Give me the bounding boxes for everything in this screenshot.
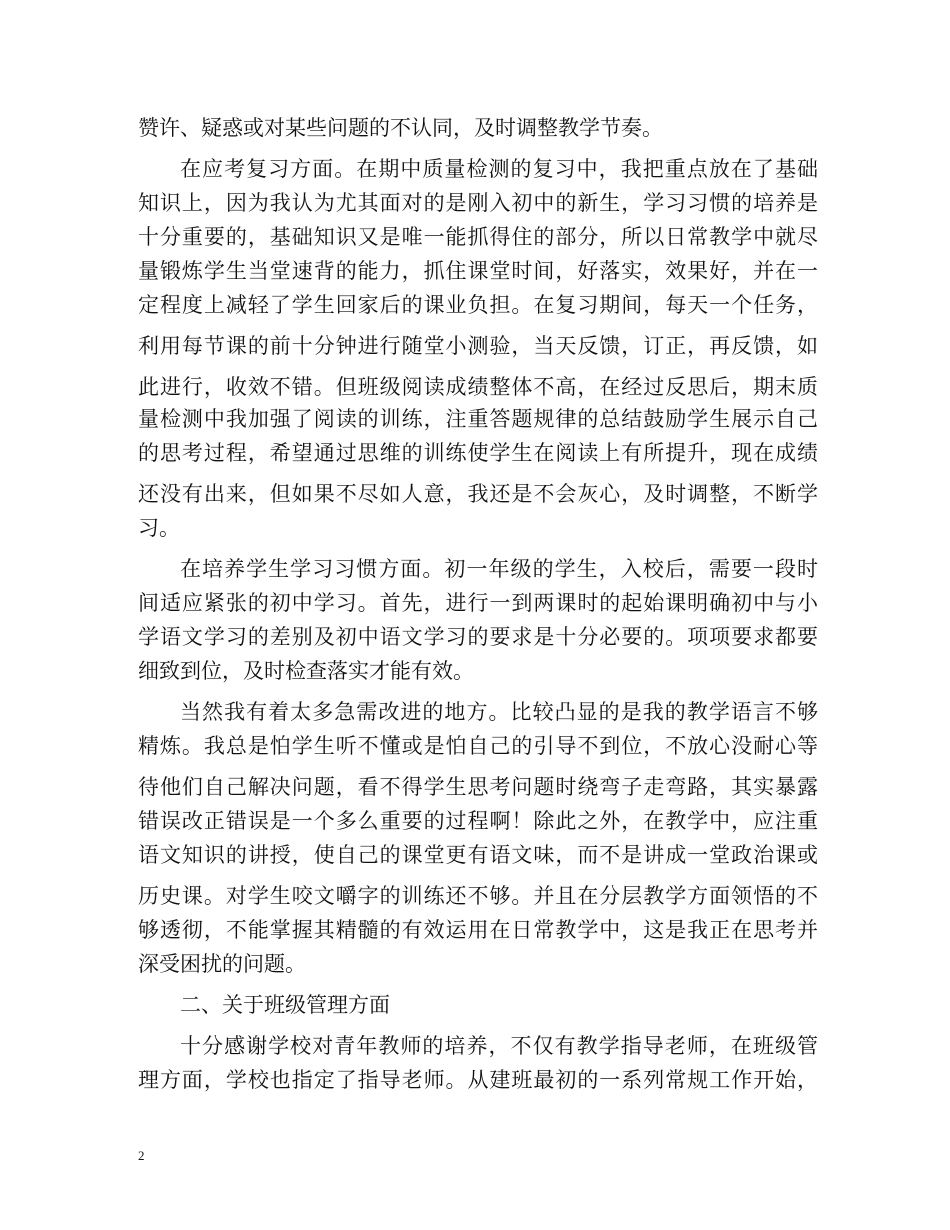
- text-line: 细致到位，及时检查落实才能有效。: [138, 659, 474, 683]
- text-line: 在培养学生学习习惯方面。初一年级的学生，入校后，需要一段时: [180, 557, 818, 581]
- text-line: 语文知识的讲授，使自己的课堂更有语文味，而不是讲成一堂政治课或: [138, 843, 818, 867]
- text-line: 在应考复习方面。在期中质量检测的复习中，我把重点放在了基础: [180, 157, 818, 181]
- text-line: 知识上，因为我认为尤其面对的是刚入初中的新生，学习习惯的培养是: [138, 191, 818, 215]
- text-line: 十分感谢学校对青年教师的培养，不仅有教学指导老师，在班级管: [180, 1034, 818, 1058]
- text-line: 利用每节课的前十分钟进行随堂小测验，当天反馈，订正，再反馈，如: [138, 334, 818, 358]
- text-line: 量锻炼学生当堂速背的能力，抓住课堂时间，好落实，效果好，并在一: [138, 259, 818, 283]
- text-line: 十分重要的，基础知识又是唯一能抓得住的部分，所以日常教学中就尽: [138, 225, 818, 249]
- text-line: 习。: [138, 516, 180, 540]
- text-line: 错误改正错误是一个多么重要的过程啊！除此之外，在教学中，应注重: [138, 809, 818, 833]
- text-line: 够透彻，不能掌握其精髓的有效运用在日常教学中，这是我正在思考并: [138, 918, 818, 942]
- text-line: 深受困扰的问题。: [138, 952, 306, 976]
- page-number: 2: [138, 1148, 145, 1163]
- text-line: 此进行，收效不错。但班级阅读成绩整体不高，在经过反思后，期末质: [138, 375, 818, 399]
- text-line: 待他们自己解决问题，看不得学生思考问题时绕弯子走弯路，其实暴露: [138, 775, 818, 799]
- text-line: 量检测中我加强了阅读的训练，注重答题规律的总结鼓励学生展示自己: [138, 407, 818, 431]
- text-line: 历史课。对学生咬文嚼字的训练还不够。并且在分层教学方面领悟的不: [138, 884, 818, 908]
- text-line: 理方面，学校也指定了指导老师。从建班最初的一系列常规工作开始，: [138, 1068, 818, 1092]
- text-line: 当然我有着太多急需改进的地方。比较凸显的是我的教学语言不够: [180, 700, 818, 724]
- text-line: 精炼。我总是怕学生听不懂或是怕自己的引导不到位，不放心没耐心等: [138, 734, 818, 758]
- section-heading: 二、关于班级管理方面: [180, 993, 390, 1017]
- text-line: 还没有出来，但如果不尽如人意，我还是不会灰心，及时调整，不断学: [138, 482, 818, 506]
- text-line: 学语文学习的差别及初中语文学习的要求是十分必要的。项项要求都要: [138, 625, 818, 649]
- text-line: 间适应紧张的初中学习。首先，进行一到两课时的起始课明确初中与小: [138, 591, 818, 615]
- text-line: 的思考过程，希望通过思维的训练使学生在阅读上有所提升，现在成绩: [138, 441, 818, 465]
- text-line: 赞许、疑惑或对某些问题的不认同，及时调整教学节奏。: [138, 116, 663, 140]
- text-line: 定程度上减轻了学生回家后的课业负担。在复习期间，每天一个任务，: [138, 293, 818, 317]
